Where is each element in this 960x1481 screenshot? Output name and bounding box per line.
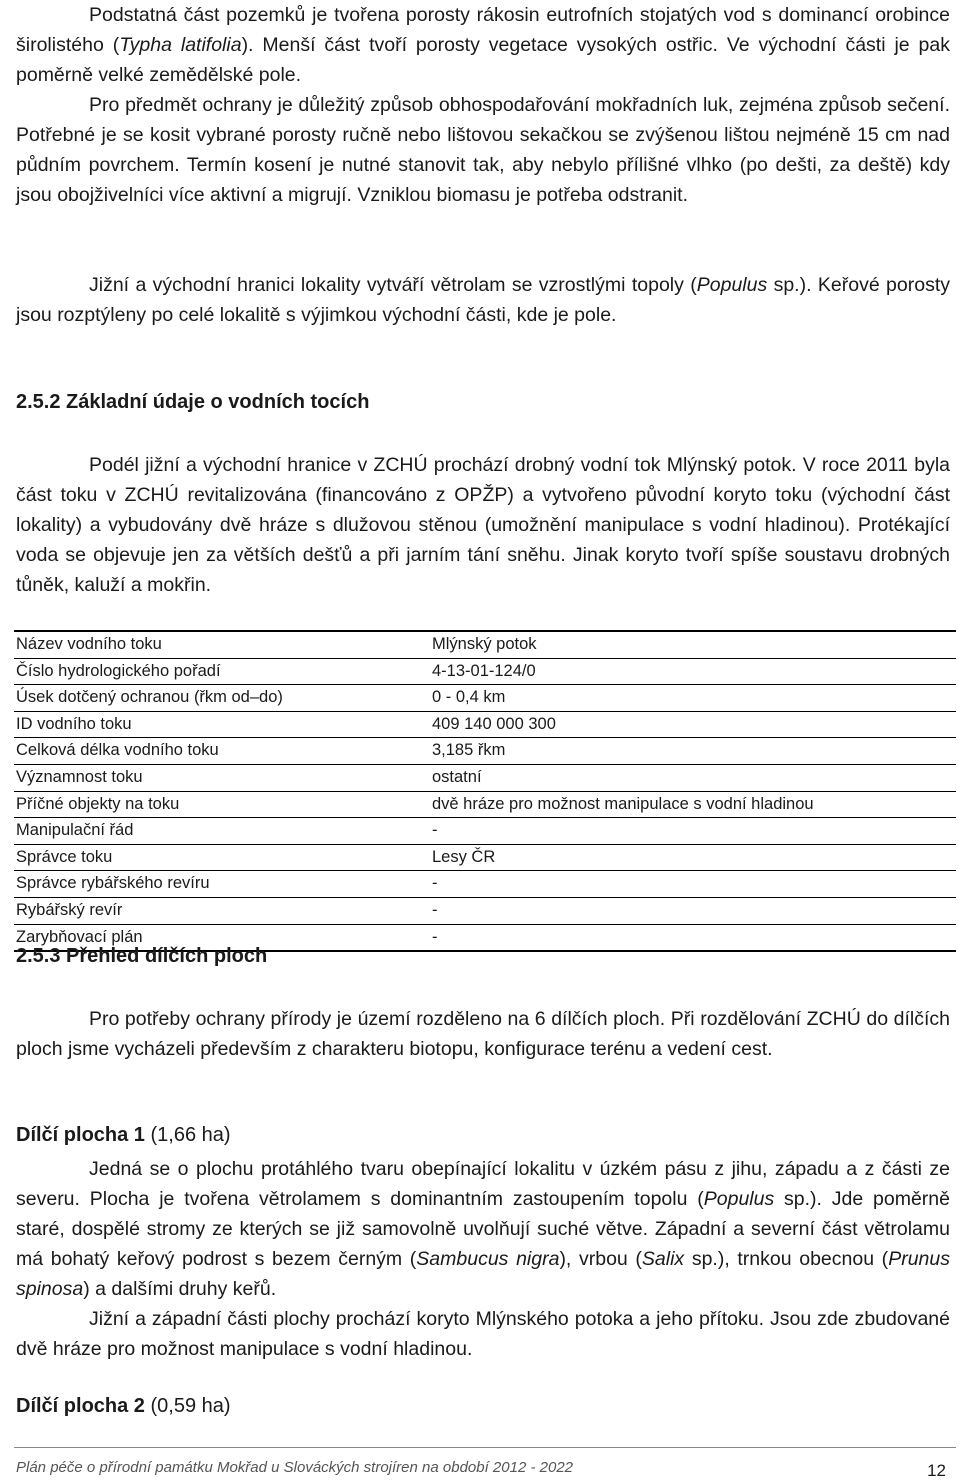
table-cell-value: 0 - 0,4 km <box>430 685 956 712</box>
table-cell-label: Manipulační řád <box>14 818 430 845</box>
footer-divider <box>14 1447 956 1448</box>
paragraph-text: sp.). Jde poměrně staré, dospělé stromy ze kterých se již samovolně uvolňují suché větve. Západní a severní část větrolamu má bohatý keřový podrost s bezem černým ( <box>16 1188 950 1270</box>
page-number: 12 <box>927 1461 946 1480</box>
paragraph-text: sp.). Keřové porosty jsou rozptýleny po celé lokalitě s výjimkou východní části, kde je pole. <box>16 274 950 326</box>
table-cell-label: Příčné objekty na toku <box>14 791 430 818</box>
table-cell-value: dvě hráze pro možnost manipulace s vodní hladinou <box>430 791 956 818</box>
subarea-title: Dílčí plocha 1 <box>16 1124 145 1146</box>
species-name: Sambucus nigra <box>416 1248 560 1270</box>
paragraph-text: ). Menší část tvoří porosty vegetace vysokých ostřic. Ve východní části je pak poměrně velké zemědělské pole. <box>16 34 950 86</box>
table-cell-label: Významnost toku <box>14 764 430 791</box>
paragraph-text: sp.), trnkou obecnou ( <box>684 1248 889 1270</box>
paragraph-text: Podél jižní a východní hranice v ZCHÚ prochází drobný vodní tok Mlýnský potok. V roce 2011 byla část toku v ZCHÚ revitalizována (financováno z OPŽP) a vytvořeno původní koryto toku (východní část lokality) a vybudovány dvě hráze s dlužovou stěnou (umožnění manipulace s vodní hladinou). Protékající voda se objevuje jen za větších dešťů a při jarním tání sněhu. Jinak koryto tvoří spíše soustavu drobných tůněk, kaluží a mokřin. <box>16 454 950 596</box>
table-cell-label: Rybářský revír <box>14 897 430 924</box>
table-cell-label: ID vodního toku <box>14 711 430 738</box>
table-row <box>14 871 956 898</box>
table-cell-value: - <box>430 818 956 845</box>
table-cell-label: Číslo hydrologického pořadí <box>14 658 430 685</box>
table-cell-value: Lesy ČR <box>430 844 956 871</box>
species-name: Prunus spinosa <box>16 1248 950 1300</box>
table-row <box>14 844 956 871</box>
paragraph-subareas <box>16 1004 950 1064</box>
footer-title: Plán péče o přírodní památku Mokřad u Slováckých strojíren na období 2012 - 2022 <box>16 1459 573 1476</box>
table-row <box>14 818 956 845</box>
species-name: Typha latifolia <box>119 34 242 56</box>
paragraph-watercourse <box>16 450 950 600</box>
table-row <box>14 658 956 685</box>
subarea-2-heading <box>16 1395 231 1418</box>
paragraph-subarea-1-stream <box>16 1304 950 1364</box>
table-cell-value: ostatní <box>430 764 956 791</box>
subarea-area: (1,66 ha) <box>144 1124 231 1146</box>
table-cell-label: Úsek dotčený ochranou (řkm od–do) <box>14 685 430 712</box>
paragraph-windbreak <box>16 270 950 330</box>
paragraph-text: Jižní a západní části plochy prochází koryto Mlýnského potoka a jeho přítoku. Jsou zde zbudované dvě hráze pro možnost manipulace s vodní hladinou. <box>16 1308 950 1360</box>
subarea-area: (0,59 ha) <box>144 1395 231 1417</box>
table-row <box>14 764 956 791</box>
subarea-1-heading <box>16 1124 231 1147</box>
watercourse-table <box>14 630 956 952</box>
table-cell-label: Správce rybářského revíru <box>14 871 430 898</box>
table-cell-value: Mlýnský potok <box>430 631 956 658</box>
paragraph-text: Jedná se o plochu protáhlého tvaru obepínající lokalitu v úzkém pásu z jihu, západu a z části ze severu. Plocha je tvořena větrolamem s dominantním zastoupením topolu ( <box>16 1158 950 1210</box>
paragraph-text: ), vrbou ( <box>559 1248 642 1270</box>
paragraph-text: ) a dalšími druhy keřů. <box>83 1278 277 1300</box>
paragraph-management <box>16 90 950 210</box>
species-name: Populus <box>696 274 768 296</box>
table-cell-value: 4-13-01-124/0 <box>430 658 956 685</box>
paragraph-text: Jižní a východní hranici lokality vytváří větrolam se vzrostlými topoly ( <box>89 274 697 296</box>
table-cell-value: - <box>430 924 956 951</box>
heading-2-5-2: 2.5.2 Základní údaje o vodních tocích <box>16 391 370 413</box>
table-row <box>14 897 956 924</box>
table-cell-label: Název vodního toku <box>14 631 430 658</box>
table-cell-label: Zarybňovací plán <box>14 924 430 951</box>
table-cell-value: 3,185 řkm <box>430 738 956 765</box>
subarea-title: Dílčí plocha 2 <box>16 1395 145 1417</box>
paragraph-text: Podstatná část pozemků je tvořena porosty rákosin eutrofních stojatých vod s dominancí orobince širolistého ( <box>16 4 950 56</box>
table-row <box>14 711 956 738</box>
paragraph-vegetation <box>16 0 950 90</box>
table-cell-value: 409 140 000 300 <box>430 711 956 738</box>
table-row <box>14 631 956 658</box>
table-cell-value: - <box>430 871 956 898</box>
table-row <box>14 738 956 765</box>
table-row <box>14 791 956 818</box>
paragraph-text: Pro předmět ochrany je důležitý způsob obhospodařování mokřadních luk, zejména způsob sečení. Potřebné je se kosit vybrané porosty ručně nebo lištovou sekačkou se zvýšenou lištou nejméně 15 cm nad půdním povrchem. Termín kosení je nutné stanovit tak, aby nebylo přílišné vlhko (po dešti, za deště) kdy jsou obojživelníci více aktivní a migrují. Vzniklou biomasu je potřeba odstranit. <box>16 94 950 206</box>
table-cell-value: - <box>430 897 956 924</box>
paragraph-text: Pro potřeby ochrany přírody je území rozděleno na 6 dílčích ploch. Při rozdělování ZCHÚ do dílčích ploch jsme vycházeli především z charakteru biotopu, konfigurace terénu a vedení cest. <box>16 1008 950 1060</box>
species-name: Salix <box>641 1248 685 1270</box>
heading-2-5-3: 2.5.3 Přehled dílčích ploch <box>16 945 268 967</box>
table-cell-label: Celková délka vodního toku <box>14 738 430 765</box>
species-name: Populus <box>703 1188 775 1210</box>
paragraph-subarea-1 <box>16 1154 950 1304</box>
table-row <box>14 685 956 712</box>
table-cell-label: Správce toku <box>14 844 430 871</box>
